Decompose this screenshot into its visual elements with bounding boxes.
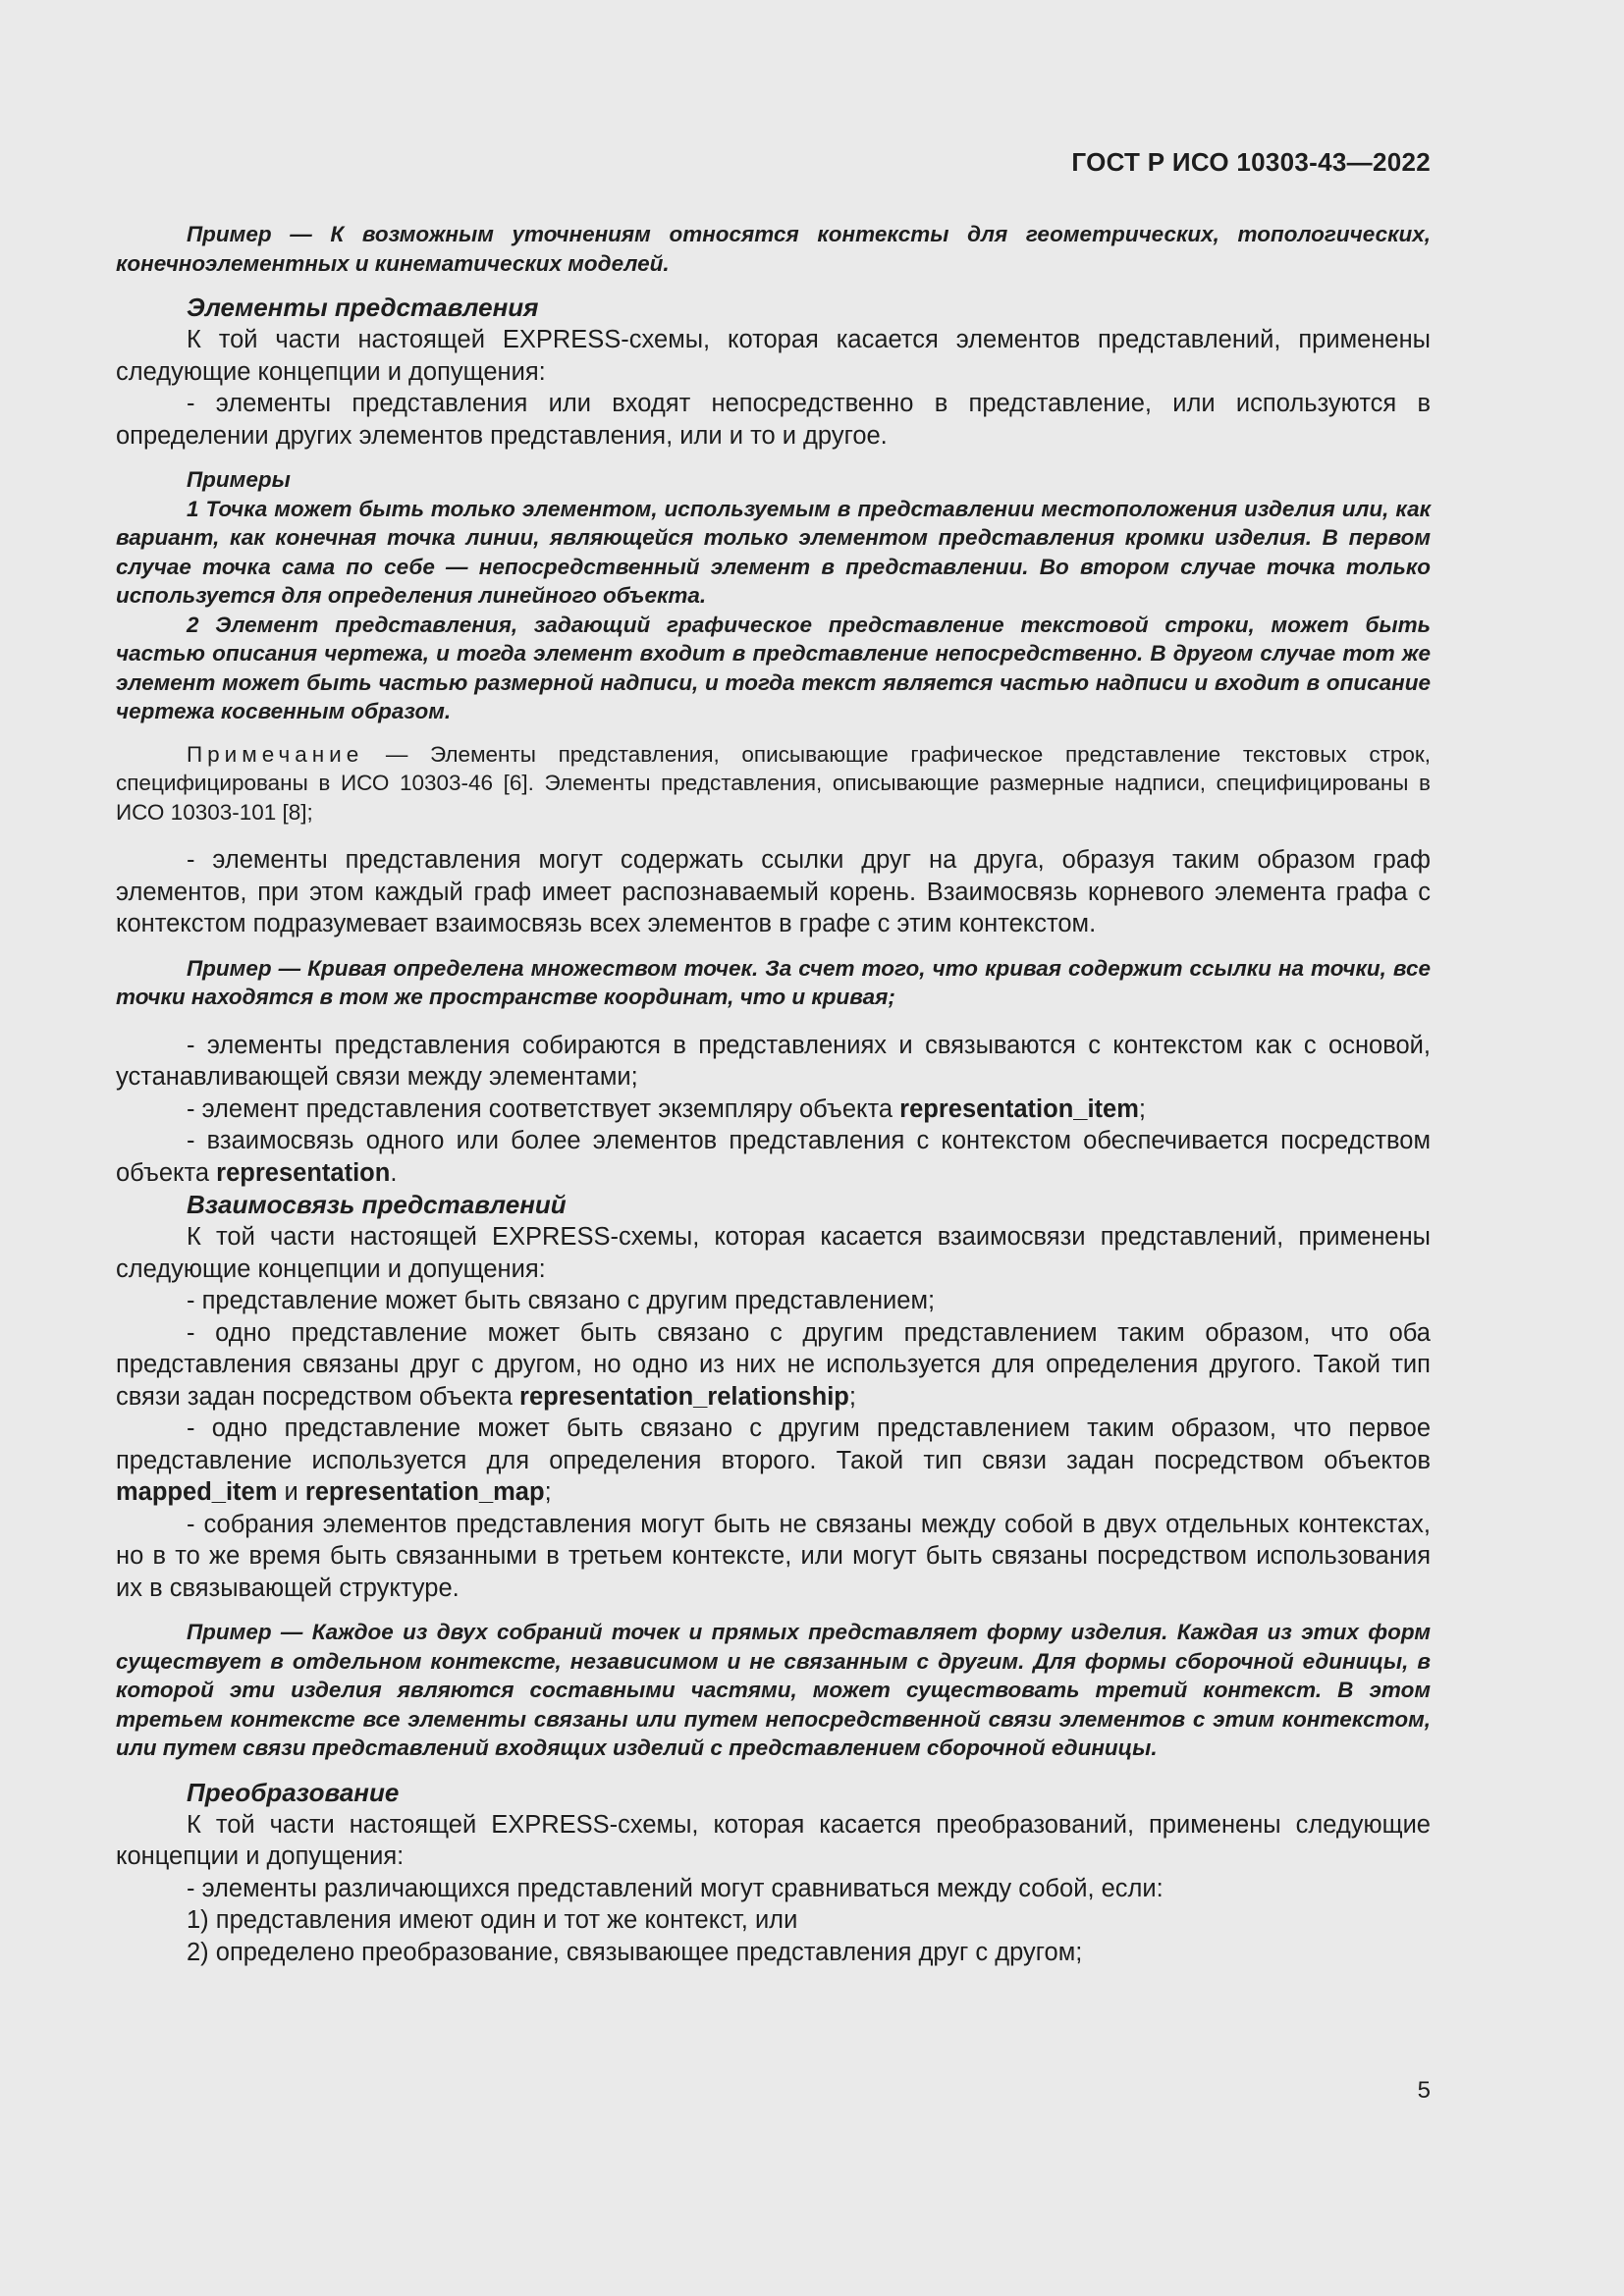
list-item: - элементы представления собираются в представлениях и связываются с контекстом как с основой, устанавливающей связи между элементами; — [116, 1031, 1431, 1091]
list-item: - элементы представления могут содержать ссылки друг на друга, образуя таким образом граф элементов, при этом каждый граф имеет распознаваемый корень. Взаимосвязь корневого элемента графа с контекстом подразумевает взаимосвязь всех элементов в графе с этим контекстом. — [116, 846, 1431, 937]
entity-name: representation_item — [899, 1095, 1139, 1123]
list-item — [116, 1094, 1431, 1126]
text-run: - взаимосвязь одного или более элементов представления с контекстом обеспечивается посредством объекта — [116, 1127, 1431, 1187]
list-item — [116, 1317, 1431, 1414]
page-content — [116, 220, 1431, 1968]
section-heading: Преобразование — [187, 1777, 400, 1807]
examples-title: Примеры — [187, 467, 291, 492]
entity-name: representation — [216, 1158, 391, 1187]
list-item — [116, 1125, 1431, 1189]
body-paragraph: К той части настоящей EXPRESS-схемы, которая касается взаимосвязи представлений, применены следующие концепции и допущения: — [116, 1223, 1431, 1283]
list-item: 2) определено преобразование, связывающее представления друг с другом; — [187, 1938, 1083, 1966]
list-item: - представление может быть связано с другим представлением; — [187, 1287, 936, 1314]
example-paragraph: 2 Элемент представления, задающий графическое представление текстовой строки, может быть частью описания чертежа, и тогда элемент входит в представление непосредственно. В другом случае тот же элемент может быть частью размерной надписи, и тогда текст является частью надписи и входит в описание чертежа косвенным образом. — [116, 612, 1431, 723]
list-item — [116, 1413, 1431, 1509]
note-paragraph — [116, 740, 1431, 828]
text-run: - элемент представления соответствует экземпляру объекта — [187, 1095, 900, 1123]
body-paragraph: К той части настоящей EXPRESS-схемы, которая касается элементов представлений, применены следующие концепции и допущения: — [116, 326, 1431, 386]
example-paragraph: Пример — Кривая определена множеством точек. За счет того, что кривая содержит ссылки на точки, все точки находятся в том же пространстве координат, что и кривая; — [116, 955, 1431, 1009]
list-item: - элементы различающихся представлений могут сравниваться между собой, если: — [187, 1874, 1164, 1902]
list-item: 1) представления имеют один и тот же контекст, или — [187, 1906, 798, 1934]
example-paragraph: Пример — Каждое из двух собраний точек и прямых представляет форму изделия. Каждая из этих форм существует в отдельном контексте, независимом и не связанным с другим. Для формы сборочной единицы, в которой эти изделия являются составными частями, может существовать третий контекст. В этом третьем контексте все элементы связаны или путем непосредственной связи элементов с этим контекстом, или путем связи представлений входящих изделий с представлением сборочной единицы. — [116, 1620, 1431, 1760]
list-item: - собрания элементов представления могут быть не связаны между собой в двух отдельных контекстах, но в то же время быть связанными в третьем контексте, или могут быть связаны посредством использования их в связывающей структуре. — [116, 1510, 1431, 1602]
body-paragraph: К той части настоящей EXPRESS-схемы, которая касается преобразований, применены следующие концепции и допущения: — [116, 1810, 1431, 1870]
section-heading: Элементы представления — [187, 293, 539, 322]
note-label: Примечание — [187, 741, 364, 767]
list-item: - элементы представления или входят непосредственно в представление, или используются в определении других элементов представления, или и то и другое. — [116, 390, 1431, 450]
entity-name: representation_map — [304, 1478, 545, 1506]
text-run: и — [277, 1478, 305, 1506]
page-number: 5 — [1417, 2077, 1431, 2104]
text-run: ; — [1138, 1095, 1146, 1123]
text-run: ; — [848, 1382, 856, 1411]
document-header: ГОСТ Р ИСО 10303-43—2022 — [1071, 147, 1431, 177]
section-heading: Взаимосвязь представлений — [187, 1190, 567, 1219]
note-text: — Элементы представления, описывающие графическое представление текстовых строк, специфицированы в ИСО 10303-46 [6]. Элементы представления, описывающие размерные надписи, специфицированы в ИСО 10303-101 [8]; — [116, 741, 1431, 825]
entity-name: mapped_item — [116, 1478, 278, 1506]
text-run: - одно представление может быть связано с другим представлением таким образом, что первое представление используется для определения второго. Такой тип связи задан посредством объектов — [116, 1415, 1431, 1474]
text-run: . — [390, 1158, 398, 1187]
example-paragraph: 1 Точка может быть только элементом, используемым в представлении местоположения изделия или, как вариант, как конечная точка линии, являющейся только элементом представления кромки изделия. В первом случае точка сама по себе — непосредственный элемент в представлении. Во втором случае точка только используется для определения линейного объекта. — [116, 496, 1431, 608]
example-paragraph: Пример — К возможным уточнениям относятся контексты для геометрических, топологических, конечноэлементных и кинематических моделей. — [116, 222, 1431, 276]
text-run: ; — [544, 1478, 552, 1506]
text-run: - одно представление может быть связано с другим представлением таким образом, что оба представления связаны друг с другом, но одно из них не используется для определения другого. Такой тип связи задан посредством объекта — [116, 1318, 1431, 1411]
entity-name: representation_relationship — [519, 1382, 849, 1411]
